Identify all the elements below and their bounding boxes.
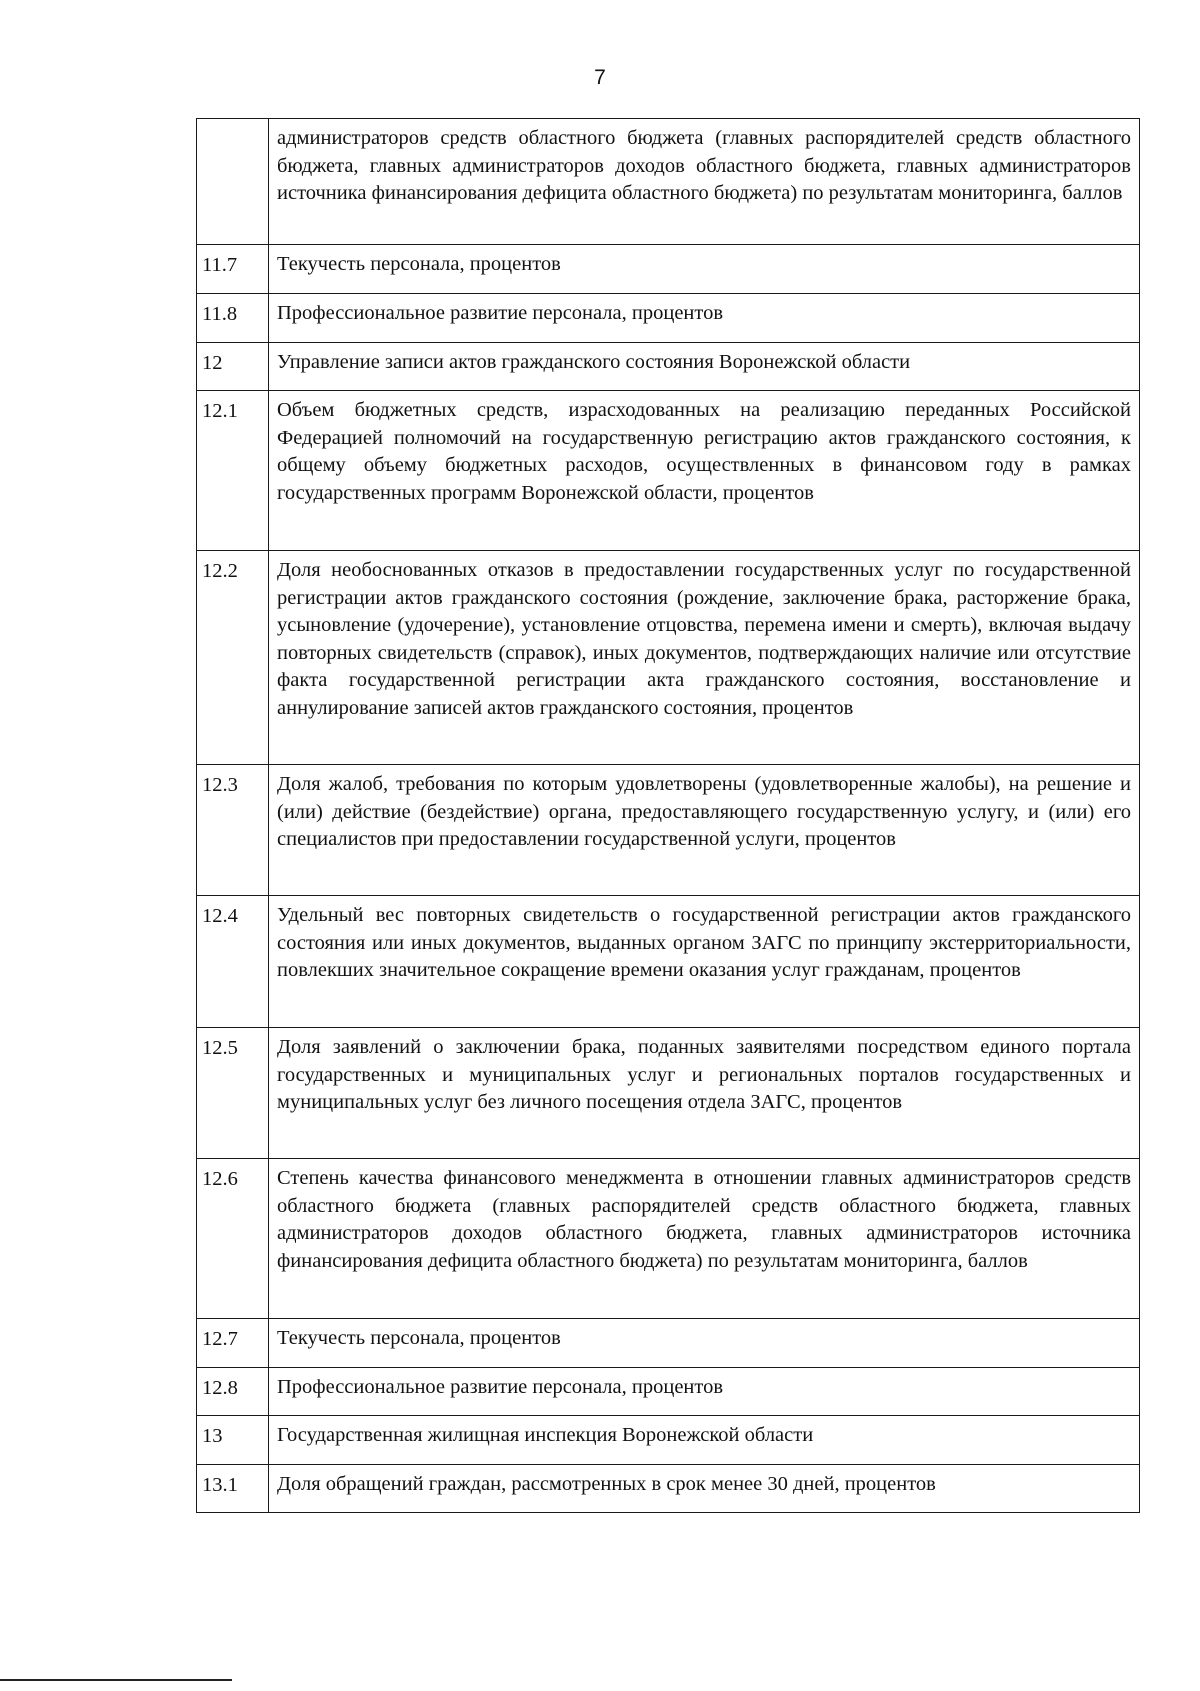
table-row xyxy=(197,1028,1140,1159)
page-number: 7 xyxy=(594,66,606,89)
table-row xyxy=(197,343,1140,391)
row-number: 12.5 xyxy=(197,1028,269,1159)
row-number: 12.7 xyxy=(197,1319,269,1368)
row-text: Профессиональное развитие персонала, процентов xyxy=(269,294,1140,343)
table-row xyxy=(197,1319,1140,1368)
row-number: 13 xyxy=(197,1416,269,1465)
row-text: Профессиональное развитие персонала, процентов xyxy=(269,1368,1140,1416)
row-text: Управление записи актов гражданского состояния Воронежской области xyxy=(269,343,1140,391)
row-number: 12 xyxy=(197,343,269,391)
table-row xyxy=(197,765,1140,896)
table-row xyxy=(197,1465,1140,1513)
row-number: 12.3 xyxy=(197,765,269,896)
table-row xyxy=(197,391,1140,551)
row-text: Текучесть персонала, процентов xyxy=(269,1319,1140,1368)
row-number: 11.8 xyxy=(197,294,269,343)
row-text: Доля обращений граждан, рассмотренных в срок менее 30 дней, процентов xyxy=(269,1465,1140,1513)
table-row xyxy=(197,119,1140,245)
row-number xyxy=(197,119,269,245)
row-text: Доля необоснованных отказов в предоставлении государственных услуг по государственной регистрации актов гражданского состояния (рождение, заключение брака, расторжение брака, усыновление (удочерение), установление отцовства, перемена имени и смерть), включая выдачу повторных свидетельств (справок), иных документов, подтверждающих наличие или отсутствие факта государственной регистрации акта гражданского состояния, восстановление и аннулирование записей актов гражданского состояния, процентов xyxy=(269,551,1140,765)
row-text: Объем бюджетных средств, израсходованных на реализацию переданных Российской Федерацией полномочий на государственную регистрацию актов гражданского состояния, к общему объему бюджетных расходов, осуществленных в финансовом году в рамках государственных программ Воронежской области, процентов xyxy=(269,391,1140,551)
table-row xyxy=(197,1368,1140,1416)
row-text: Текучесть персонала, процентов xyxy=(269,245,1140,294)
indicators-table xyxy=(196,118,1140,1513)
row-number: 13.1 xyxy=(197,1465,269,1513)
table-row xyxy=(197,245,1140,294)
row-number: 12.1 xyxy=(197,391,269,551)
row-text: Степень качества финансового менеджмента в отношении главных администраторов средств областного бюджета (главных распорядителей средств областного бюджета, главных администраторов доходов областного бюджета, главных администраторов источника финансирования дефицита областного бюджета) по результатам мониторинга, баллов xyxy=(269,1159,1140,1319)
footnote-rule xyxy=(0,1679,232,1681)
row-number: 12.2 xyxy=(197,551,269,765)
table-row xyxy=(197,294,1140,343)
row-text: Доля жалоб, требования по которым удовлетворены (удовлетворенные жалобы), на решение и (или) действие (бездействие) органа, предоставляющего государственную услугу, и (или) его специалистов при предоставлении государственной услуги, процентов xyxy=(269,765,1140,896)
table-row xyxy=(197,896,1140,1028)
row-number: 11.7 xyxy=(197,245,269,294)
row-number: 12.8 xyxy=(197,1368,269,1416)
row-text: Доля заявлений о заключении брака, поданных заявителями посредством единого портала государственных и муниципальных услуг и региональных порталов государственных и муниципальных услуг без личного посещения отдела ЗАГС, процентов xyxy=(269,1028,1140,1159)
row-number: 12.4 xyxy=(197,896,269,1028)
row-text: Удельный вес повторных свидетельств о государственной регистрации актов гражданского состояния или иных документов, выданных органом ЗАГС по принципу экстерриториальности, повлекших значительное сокращение времени оказания услуг гражданам, процентов xyxy=(269,896,1140,1028)
row-number: 12.6 xyxy=(197,1159,269,1319)
row-text: Государственная жилищная инспекция Воронежской области xyxy=(269,1416,1140,1465)
table-row xyxy=(197,1416,1140,1465)
table-row xyxy=(197,551,1140,765)
table-row xyxy=(197,1159,1140,1319)
row-text: администраторов средств областного бюджета (главных распорядителей средств областного бюджета, главных администраторов доходов областного бюджета, главных администраторов источника финансирования дефицита областного бюджета) по результатам мониторинга, баллов xyxy=(269,119,1140,245)
